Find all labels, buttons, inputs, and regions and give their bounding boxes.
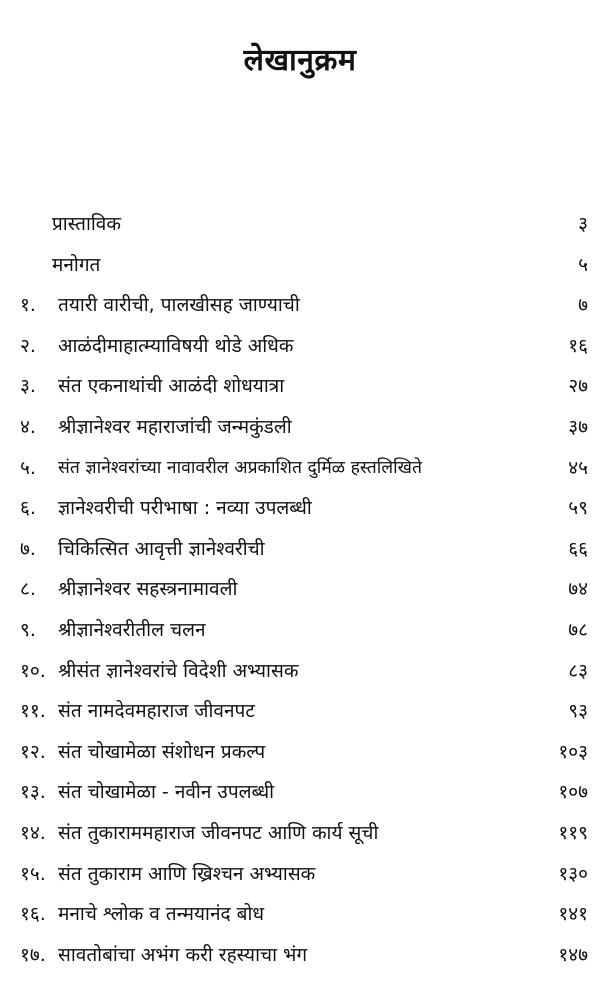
- entry-number: ५.: [20, 456, 36, 479]
- toc-entry: [0, 894, 600, 935]
- toc-entry: [0, 813, 600, 854]
- entry-number: १.: [20, 294, 36, 317]
- entry-page: ९३: [568, 700, 588, 723]
- entry-page: ३: [578, 213, 588, 235]
- table-of-contents: [0, 204, 600, 975]
- entry-number: ८.: [20, 578, 36, 601]
- toc-entry: [0, 448, 600, 489]
- entry-number: १४.: [20, 821, 46, 844]
- entry-title: आळंदीमाहात्म्याविषयी थोडे अधिक: [58, 334, 294, 357]
- entry-page: ६६: [568, 537, 588, 560]
- entry-page: ७: [578, 294, 588, 317]
- entry-title: श्रीज्ञानेश्वर महाराजांची जन्मकुंडली: [58, 415, 292, 438]
- toc-entry: [0, 772, 600, 813]
- entry-number: ६.: [20, 497, 36, 520]
- toc-entry: [0, 610, 600, 651]
- toc-entry: [0, 407, 600, 448]
- entry-page: ३७: [568, 415, 588, 438]
- toc-entry: [0, 732, 600, 773]
- toc-entry: [0, 651, 600, 692]
- entry-number: १३.: [20, 781, 46, 804]
- toc-entry: [0, 488, 600, 529]
- entry-page: १०७: [558, 781, 588, 804]
- entry-page: १०३: [558, 740, 588, 763]
- entry-title: मनोगत: [52, 253, 101, 276]
- entry-title: श्रीसंत ज्ञानेश्वरांचे विदेशी अभ्यासक: [58, 659, 299, 682]
- entry-title: तयारी वारीची, पालखीसह जाण्याची: [58, 294, 300, 317]
- entry-number: ४.: [20, 415, 36, 438]
- entry-title: संत चोखामेळा - नवीन उपलब्धी: [58, 781, 275, 804]
- toc-entry: [0, 691, 600, 732]
- entry-page: ७८: [568, 618, 588, 641]
- toc-entry: [0, 529, 600, 570]
- entry-page: १४७: [558, 943, 588, 966]
- entry-number: १०.: [20, 659, 46, 682]
- entry-number: ३.: [20, 375, 36, 398]
- toc-entry: [0, 245, 600, 286]
- toc-entry: [0, 204, 600, 245]
- entry-title: संत चोखामेळा संशोधन प्रकल्प: [58, 740, 266, 763]
- entry-number: २.: [20, 334, 36, 357]
- entry-page: ४५: [568, 456, 588, 479]
- entry-title: मनाचे श्लोक व तन्मयानंद बोध: [58, 903, 265, 926]
- entry-page: ८३: [568, 659, 588, 682]
- entry-title: चिकित्सित आवृत्ती ज्ञानेश्वरीची: [58, 537, 265, 560]
- entry-number: १२.: [20, 740, 46, 763]
- entry-title: श्रीज्ञानेश्वरीतील चलन: [58, 618, 206, 641]
- entry-title: संत नामदेवमहाराज जीवनपट: [58, 700, 255, 723]
- entry-title: संत ज्ञानेश्वरांच्या नावावरील अप्रकाशित दुर्मिळ हस्तलिखिते: [58, 457, 422, 478]
- entry-number: १७.: [20, 943, 46, 966]
- entry-title: ज्ञानेश्वरीची परीभाषा : नव्या उपलब्धी: [58, 497, 312, 520]
- entry-page: ५: [578, 253, 588, 276]
- entry-page: ५९: [568, 497, 588, 520]
- toc-entry: [0, 285, 600, 326]
- toc-entry: [0, 854, 600, 895]
- entry-page: ११९: [558, 821, 588, 844]
- entry-title: संत तुकाराम आणि ख्रिश्चन अभ्यासक: [58, 862, 316, 885]
- toc-entry: [0, 326, 600, 367]
- entry-number: १५.: [20, 862, 46, 885]
- entry-number: ९.: [20, 618, 36, 641]
- toc-entry: [0, 569, 600, 610]
- entry-title: संत तुकाराममहाराज जीवनपट आणि कार्य सूची: [58, 821, 379, 844]
- entry-title: संत एकनाथांची आळंदी शोधयात्रा: [58, 375, 285, 398]
- entry-number: ७.: [20, 537, 36, 560]
- page-title: लेखानुक्रम: [243, 43, 357, 78]
- entry-title: सावतोबांचा अभंग करी रहस्याचा भंग: [58, 943, 308, 966]
- entry-page: १३०: [558, 862, 588, 885]
- entry-title: प्रास्ताविक: [52, 213, 121, 235]
- entry-page: ७४: [568, 578, 588, 601]
- entry-title: श्रीज्ञानेश्वर सहस्त्रनामावली: [58, 578, 238, 601]
- entry-page: १४१: [558, 903, 588, 926]
- toc-entry: [0, 366, 600, 407]
- entry-page: १६: [568, 334, 588, 357]
- entry-number: ११.: [20, 700, 46, 723]
- toc-entry: [0, 935, 600, 976]
- entry-number: १६.: [20, 903, 46, 926]
- entry-page: २७: [568, 375, 588, 398]
